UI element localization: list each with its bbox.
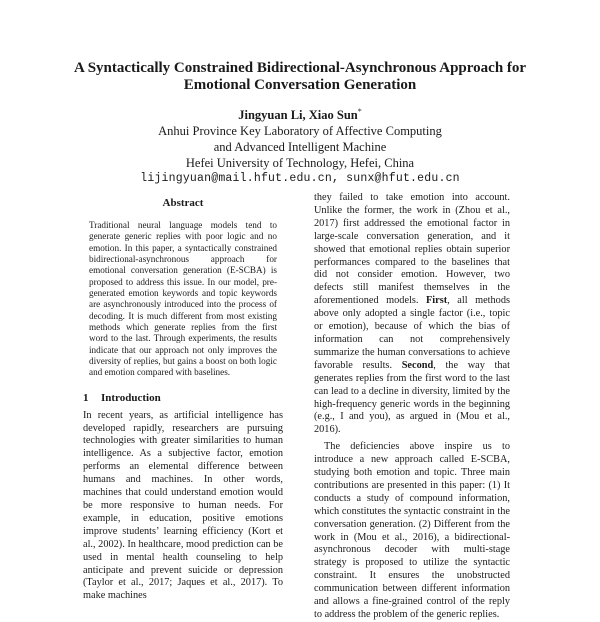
section-title: Introduction bbox=[101, 391, 161, 404]
left-column bbox=[83, 192, 283, 603]
first-text: , all methods above only adopted a single factor (i.e., topic or emotion), because of which the bias of information can not comprehensively summarize the human conversations to achieve favorable results. bbox=[314, 295, 510, 371]
right-column bbox=[314, 192, 510, 622]
author-emails: lijingyuan@mail.hfut.edu.cn, sunx@hfut.edu.cn bbox=[140, 172, 460, 186]
affiliation-line-2: and Advanced Intelligent Machine bbox=[213, 140, 387, 155]
first-label: First bbox=[426, 295, 448, 307]
author-block bbox=[60, 104, 540, 187]
author-names bbox=[60, 104, 540, 123]
section-number: 1 bbox=[83, 391, 89, 404]
right-paragraph-2: The deficiencies above inspire us to introduce a new approach called E-SCBA, studying both emotion and topic. Three main contributions are presented in this paper: (1) It conducts a study of compound information, which constitutes the syntactic constraint in the conversation generation. (2) Different from the work in (Mou et al., 2016), a bidirectional-asynchronous decoder with multi-stage strategy is proposed to utilize the syntactic constraint. It ensures the unobstructed communication between different information and allows a fine-grained control of the reply to address the problem of the generic replies. bbox=[314, 441, 510, 620]
right-paragraph-1 bbox=[314, 192, 510, 437]
title-line-2: Emotional Conversation Generation bbox=[183, 77, 417, 93]
affiliation-line-1: Anhui Province Key Laboratory of Affective Computing bbox=[158, 124, 442, 139]
introduction-paragraph-1: In recent years, as artificial intelligence has developed rapidly, researchers are pursuing technologies with greater similarities to human intelligence. As a subjective factor, emotion performs an elemental difference between humans and machines. In other words, machines that could understand emotion would be more responsive to human needs. For example, in education, positive emotions improve students’ learning efficiency (Kort et al., 2002). In healthcare, mood prediction can be used in mental health counseling to help anticipate and prevent suicide or depression (Taylor et al., 2017; Jaques et al., 2017). To make machines bbox=[83, 409, 283, 602]
author-names-text: Jingyuan Li, Xiao Sun bbox=[238, 108, 358, 123]
abstract-heading: Abstract bbox=[162, 197, 204, 209]
title-line-1: A Syntactically Constrained Bidirectional-Asynchronous Approach for bbox=[73, 60, 527, 76]
corresponding-author-mark: * bbox=[357, 107, 362, 116]
section-heading-introduction bbox=[83, 392, 283, 405]
right-paragraph-1-text: they failed to take emotion into account. Unlike the former, the work in (Zhou et al., 2017) first addressed the emotional factor in large-scale conversation generation, and it showed that emotional replies obtain superior performances compared to the baselines that did not consider emotion. However, two defects still manifest themselves in the aforementioned models. bbox=[314, 192, 510, 307]
paper-title bbox=[60, 60, 540, 94]
affiliation-line-3: Hefei University of Technology, Hefei, China bbox=[185, 156, 415, 171]
second-label: Second bbox=[401, 359, 434, 371]
second-text: , the way that generates replies from the first word to the last can lead to a decline in diversity, limited by the high-frequency generic words in the beginning (e.g., I and you), as argued in (Mou et al., 2016). bbox=[314, 359, 510, 436]
abstract-text: Traditional neural language models tend to generate generic replies with poor logic and no emotion. In this paper, a syntactically constrained bidirectional-asynchronous approach for emotional conversation generation (E-SCBA) is proposed to address this issue. In our model, pre-generated emotion keywords and topic keywords are asynchronously introduced into the process of decoding. It is much different from most existing methods which generate replies from the first word to the last. Through experiments, the results indicate that our approach not only improves the diversity of replies, but gains a boost on both logic and emotion compared with baselines. bbox=[89, 219, 277, 378]
